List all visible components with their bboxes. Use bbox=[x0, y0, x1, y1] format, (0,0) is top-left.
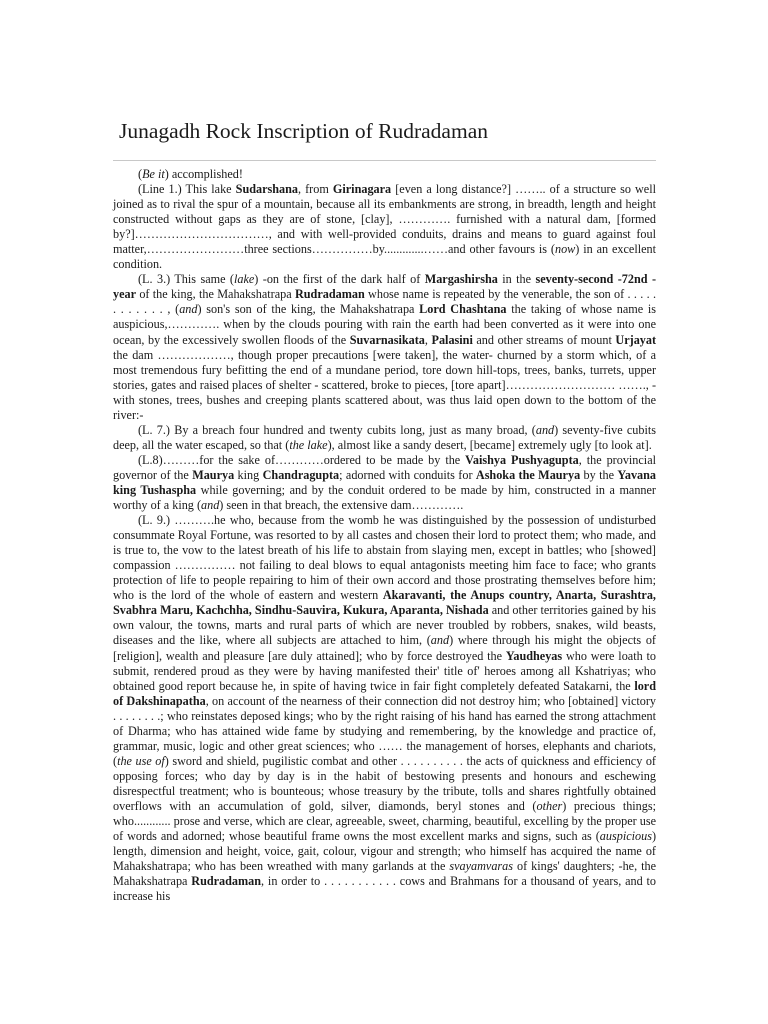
bold-run: Maurya bbox=[192, 467, 235, 482]
italic-run: other bbox=[536, 798, 563, 813]
text-run: whose name is repeated by the venerable, the son of . . . . . . . . . . . . , ( bbox=[113, 287, 656, 317]
inscription-text bbox=[113, 167, 656, 904]
text-run: (L. 9.) ……….he who, because from the womb he was distinguished by the possession of undisturbed consummate Royal Fortune, was resorted to by all castes and chosen their lord to protect them; who made, and is true to, the vow to the latest breath of his life to abstain from slaying men, except in battles; who [showed] compassion …………… not failing to deal blows to equal antagonists meeting him face to face; who grants protection of life to people repairing to him of their own accord and those prostrating themselves before him; who is the lord of the whole of eastern and western bbox=[113, 513, 656, 603]
italic-run: and bbox=[535, 422, 555, 437]
text-run: [even a long distance?] …….. of a structure so well joined as to rival the spur of a mountain, because all its embankments are strong, in breadth, length and height constructed without gaps as they are of stone, [clay], …………. furnished with a natural dam, [formed by?]……………………………, and with well-provided conduits, drains and means to guard against foul matter,……………………three sections……………by.............……and other favours is ( bbox=[113, 182, 656, 257]
text-run: , the provincial governor of the bbox=[113, 452, 656, 482]
text-run: ) length, dimension and height, voice, gait, colour, vigour and strength; who himself has acquired the name of Mahakshatrapa; who has been wreathed with many garlands at the bbox=[113, 829, 656, 874]
italic-run: and bbox=[179, 302, 198, 317]
text-run: the dam ………………, though proper precautions [were taken], the water- churned by a storm which, of a most tremendous fury befitting the end of a mundane period, tore down hill-tops, trees, banks, turrets, upper stories, gates and raised places of shelter - scattered, broke to pieces, [tore apart]……………………… ……., -with stones, trees, bushes and creeping plants scattered about, was thus laid open down to the bottom of the river:- bbox=[113, 347, 656, 422]
text-run: of the king, the Mahakshatrapa bbox=[136, 287, 295, 302]
text-run: ; adorned with conduits for bbox=[339, 467, 476, 482]
text-run: ) -on the first of the dark half of bbox=[254, 272, 425, 287]
italic-run: the use of bbox=[117, 753, 165, 768]
text-run: ) where through his might the objects of [religion], wealth and pleasure [are duly attained]; who by force destroyed the bbox=[113, 633, 656, 663]
paragraph bbox=[113, 182, 656, 272]
italic-run: now bbox=[554, 242, 576, 257]
page-title: Junagadh Rock Inscription of Rudradaman bbox=[119, 119, 488, 143]
text-run: ) seventy-five cubits deep, all the water escaped, so that ( bbox=[113, 422, 656, 452]
bold-run: seventy-second -72nd - year bbox=[113, 272, 657, 302]
bold-run: Palasini bbox=[431, 332, 473, 347]
title-divider bbox=[113, 160, 656, 161]
bold-run: Girinagara bbox=[332, 182, 392, 197]
bold-run: Akaravanti, the Anups country, Anarta, Surashtra, Svabhra Maru, Kachchha, Sindhu-Sauvira, Kukura, Aparanta, Nishada bbox=[113, 588, 656, 618]
bold-run: Sudarshana bbox=[235, 182, 298, 197]
italic-run: the lake bbox=[289, 437, 328, 452]
italic-run: Be it bbox=[142, 167, 165, 181]
text-run: ) precious things; who............ prose and verse, which are clear, agreeable, sweet, charming, beautiful, excelling by the proper use of words and adorned; whose beautiful frame owns the most excellent marks and signs, such as ( bbox=[113, 798, 657, 844]
text-run: ) son's son of the king, the Mahakshatrapa bbox=[197, 302, 420, 317]
text-run: ) sword and shield, pugilistic combat and other . . . . . . . . . . the acts of quickness and efficiency of opposing forces; who day by day is in the habit of bestowing presents and honours and eschewing disrespectful treatment; who is bounteous; whose treasury by the tribute, tolls and shares rightfully obtained overflows with an accumulation of gold, silver, diamonds, beryl stones and ( bbox=[113, 753, 656, 813]
text-run: king bbox=[234, 467, 263, 482]
text-run: , from bbox=[298, 182, 333, 197]
text-run: ) seen in that breach, the extensive dam…………. bbox=[219, 498, 464, 513]
bold-run: Ashoka the Maurya bbox=[475, 467, 581, 482]
text-run: ) in an excellent condition. bbox=[113, 242, 656, 272]
bold-run: Chandragupta bbox=[262, 467, 340, 482]
paragraph bbox=[113, 423, 656, 453]
italic-run: svayamvaras bbox=[449, 859, 514, 874]
text-run: (L. 3.) This same ( bbox=[138, 272, 234, 287]
text-run: who were loath to submit, rendered proud as they were by having manifested their' title of' heroes among all Kshatriyas; who obtained good report because he, in spite of having twice in fair fight completely defeated Satakarni, the bbox=[113, 648, 656, 693]
paragraph bbox=[113, 453, 656, 513]
text-run: ), almost like a sandy desert, [became] extremely ugly [to look at]. bbox=[327, 437, 652, 452]
text-run: , bbox=[424, 332, 432, 347]
bold-run: Rudradaman bbox=[294, 287, 365, 302]
text-run: by the bbox=[580, 467, 618, 482]
bold-run: Margashirsha bbox=[424, 272, 498, 287]
italic-run: and bbox=[430, 633, 450, 648]
text-run: the taking of whose name is auspicious,…………. when by the clouds pouring with rain the earth had been converted as it were into one ocean, by the excessively swollen floods of the bbox=[113, 302, 657, 347]
bold-run: Yaudheyas bbox=[505, 648, 563, 663]
text-run: and other streams of mount bbox=[472, 332, 616, 347]
bold-run: Yavana king Tushaspha bbox=[113, 467, 657, 497]
text-run: (L.8)………for the sake of…………ordered to be made by the bbox=[138, 452, 466, 467]
text-run: ) accomplished! bbox=[164, 167, 243, 181]
italic-run: and bbox=[201, 498, 220, 513]
text-run: (Line 1.) This lake bbox=[138, 182, 236, 197]
bold-run: Rudradaman bbox=[191, 874, 262, 889]
text-run: while governing; and by the conduit ordered to be made by him, constructed in a manner worthy of a king ( bbox=[113, 482, 656, 513]
text-run: (L. 7.) By a breach four hundred and twenty cubits long, just as many broad, ( bbox=[138, 422, 536, 437]
text-run: in the bbox=[497, 272, 536, 287]
paragraph bbox=[113, 513, 656, 904]
paragraph bbox=[113, 272, 656, 422]
bold-run: Urjayat bbox=[615, 332, 657, 347]
text-run: , on account of the nearness of their connection did not destroy him; who [obtained] victory . . . . . . . .; who reinstates deposed kings; who by the right raising of his hand has earned the strong attachment of Dharma; who has attained wide fame by studying and remembering, by the knowledge and practice of, grammar, music, logic and other great sciences; who …… the management of horses, elephants and chariots, ( bbox=[113, 693, 656, 768]
text-run: , in order to . . . . . . . . . . . cows and Brahmans for a thousand of years, and to increase his bbox=[113, 874, 656, 904]
bold-run: Vaishya Pushyagupta bbox=[465, 452, 579, 467]
italic-run: lake bbox=[233, 272, 255, 287]
bold-run: Lord Chashtana bbox=[419, 302, 507, 317]
bold-run: lord of Dakshinapatha bbox=[113, 678, 656, 708]
paragraph bbox=[113, 167, 656, 182]
bold-run: Suvarnasikata bbox=[349, 332, 425, 347]
text-run: ( bbox=[138, 167, 143, 181]
italic-run: auspicious bbox=[599, 829, 652, 844]
text-run: and other territories gained by his own valour, the towns, marts and rural parts of which are never troubled by robbers, snakes, wild beasts, diseases and the like, where all subjects are attached to him, ( bbox=[113, 603, 656, 648]
text-run: of kings' daughters; -he, the Mahakshatrapa bbox=[113, 859, 656, 889]
